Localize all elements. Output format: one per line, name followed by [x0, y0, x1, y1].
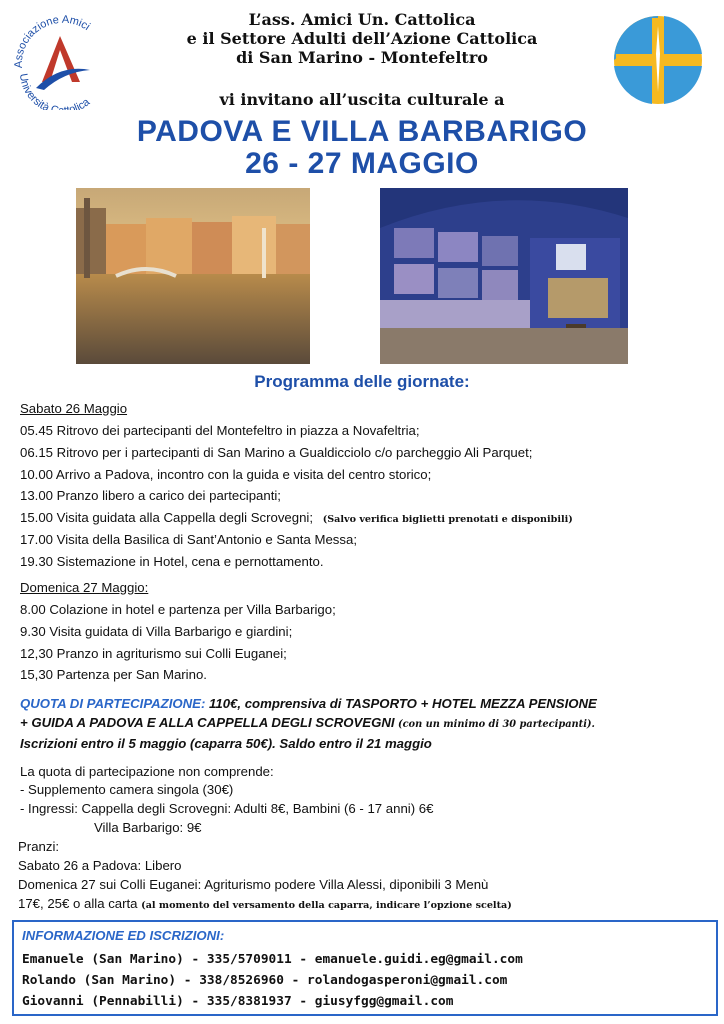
price-minimum-note: (con un minimo di 30 partecipanti).	[394, 719, 595, 730]
saturday-item-5	[20, 510, 573, 525]
padova-canal-photo	[76, 188, 310, 364]
saturday-item-5-text: 15.00 Visita guidata alla Cappella degli Scrovegni;	[20, 510, 314, 525]
price-block	[20, 694, 710, 753]
header-line-3: di San Marino - Montefeltro	[236, 48, 488, 67]
lunch-saturday: Sabato 26 a Padova: Libero	[18, 858, 182, 873]
sunday-item-2: 9.30 Visita guidata di Villa Barbarigo e giardini;	[20, 624, 293, 639]
price-text: 110€, comprensiva di TASPORTO + HOTEL MEZZA PENSIONE	[205, 696, 597, 711]
saturday-heading: Sabato 26 Maggio	[20, 401, 128, 416]
logo-text-top: Associazione Amici	[12, 13, 93, 69]
scrovegni-chapel-photo	[380, 188, 628, 364]
event-title: PADOVA E VILLA BARBARIGO	[136, 115, 588, 148]
saturday-item-3: 10.00 Arrivo a Padova, incontro con la guida e visita del centro storico;	[20, 467, 432, 482]
price-line-2	[20, 713, 710, 734]
program-heading: Programma delle giornate:	[254, 372, 470, 391]
saturday-item-2: 06.15 Ritrovo per i partecipanti di San Marino a Gualdicciolo c/o parcheggio Ali Parquet;	[20, 445, 533, 460]
saturday-item-1: 05.45 Ritrovo dei partecipanti del Montefeltro in piazza a Novafeltria;	[20, 423, 420, 438]
event-dates: 26 - 27 MAGGIO	[245, 147, 479, 180]
sunday-item-3: 12,30 Pranzo in agriturismo sui Colli Euganei;	[20, 646, 287, 661]
price-includes: + GUIDA A PADOVA E ALLA CAPPELLA DEGLI SCROVEGNI	[20, 715, 395, 730]
registration-deadline: Iscrizioni entro il 5 maggio (caparra 50€). Saldo entro il 21 maggio	[20, 736, 432, 751]
header-line-2: e il Settore Adulti dell’Azione Cattolica	[186, 29, 538, 48]
invite-line: vi invitano all’uscita culturale a	[219, 90, 505, 109]
contact-rolando[interactable]: Rolando (San Marino) - 338/8526960 - rolandogasperoni@gmail.com	[22, 973, 508, 988]
lunches-label: Pranzi:	[18, 839, 60, 854]
sunday-item-1: 8.00 Colazione in hotel e partenza per Villa Barbarigo;	[20, 602, 336, 617]
exclusions-intro: La quota di partecipazione non comprende:	[20, 764, 274, 779]
saturday-item-7: 19.30 Sistemazione in Hotel, cena e pernottamento.	[20, 554, 324, 569]
lunch-prices	[18, 896, 512, 911]
sunday-heading: Domenica 27 Maggio:	[20, 580, 149, 595]
lunch-prices-text: 17€, 25€ o alla carta	[18, 896, 142, 911]
exclusion-single-room: - Supplemento camera singola (30€)	[20, 782, 234, 797]
sunday-item-4: 15,30 Partenza per San Marino.	[20, 667, 207, 682]
lunch-prices-note: (al momento del versamento della caparra, indicare l’opzione scelta)	[141, 900, 512, 911]
exclusion-entrance-villa: Villa Barbarigo: 9€	[94, 820, 202, 835]
contact-box	[12, 920, 718, 1016]
price-label: QUOTA DI PARTECIPAZIONE:	[20, 696, 206, 711]
contact-heading: INFORMAZIONE ED ISCRIZIONI:	[22, 928, 225, 943]
header-line-1: L’ass. Amici Un. Cattolica	[248, 10, 476, 29]
header-organizers	[120, 10, 604, 67]
saturday-item-6: 17.00 Visita della Basilica di Sant’Antonio e Santa Messa;	[20, 532, 357, 547]
contact-emanuele[interactable]: Emanuele (San Marino) - 335/5709011 - emanuele.guidi.eg@gmail.com	[22, 952, 523, 967]
price-line-1	[20, 694, 710, 713]
lunch-sunday: Domenica 27 sui Colli Euganei: Agriturismo podere Villa Alessi, diponibili 3 Menù	[18, 877, 489, 892]
saturday-item-4: 13.00 Pranzo libero a carico dei partecipanti;	[20, 488, 281, 503]
exclusion-entrance-scrovegni: - Ingressi: Cappella degli Scrovegni: Adulti 8€, Bambini (6 - 17 anni) 6€	[20, 801, 434, 816]
logo-text-bottom: Università olica	[16, 72, 93, 110]
ticket-note: (Salvo verifica biglietti prenotati e disponibili)	[322, 514, 573, 525]
contact-giovanni[interactable]: Giovanni (Pennabilli) - 335/8381937 - giusyfgg@gmail.com	[22, 994, 454, 1009]
